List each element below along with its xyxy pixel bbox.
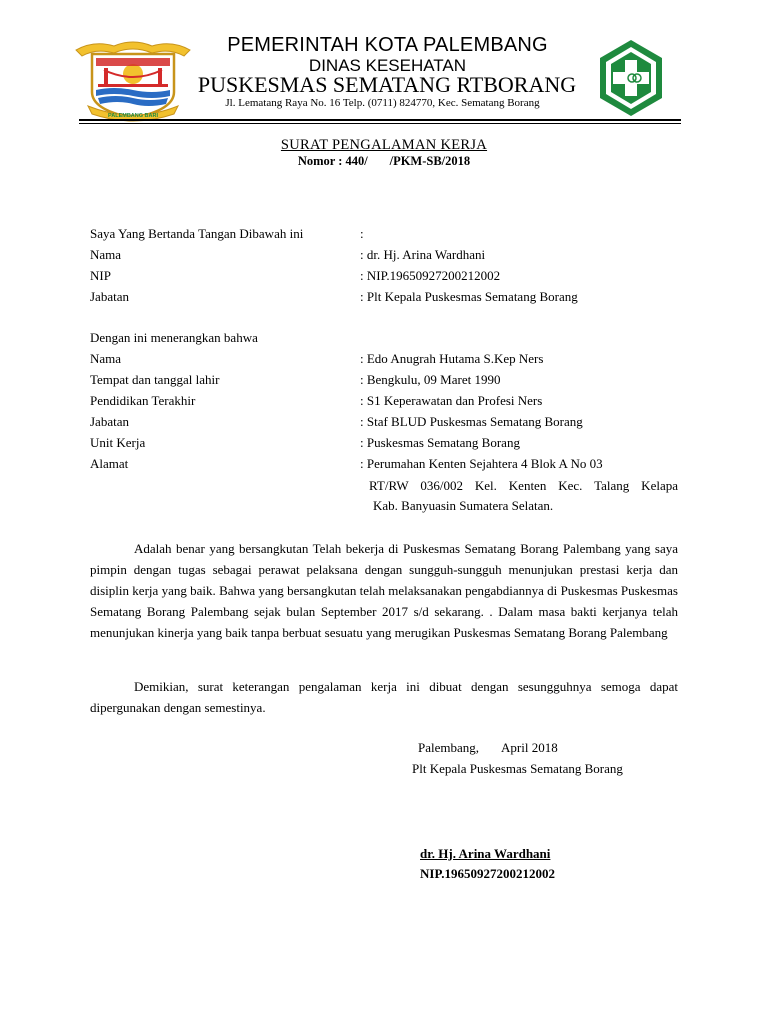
body-paragraph-2: Demikian, surat keterangan pengalaman kerja ini dibuat dengan sesungguhnya semoga dapat dipergunakan dengan semestinya.: [90, 679, 678, 715]
subject-name-label: Nama: [90, 351, 122, 366]
signer-nip-label: NIP: [90, 268, 111, 283]
emblem-banner-text: PALEMBANG BARI: [107, 113, 159, 119]
header-divider-thick: [79, 119, 681, 121]
header-divider-thin: [79, 123, 681, 124]
header-government: PEMERINTAH KOTA PALEMBANG: [227, 34, 548, 56]
signer-intro-colon: :: [360, 226, 364, 241]
subject-address-value: : Perumahan Kenten Sejahtera 4 Blok A No 03: [360, 456, 603, 471]
subject-unit-label: Unit Kerja: [90, 435, 146, 450]
subject-position-value: : Staf BLUD Puskesmas Sematang Borang: [360, 414, 583, 429]
subject-education-label: Pendidikan Terakhir: [90, 393, 196, 408]
subject-address-line3: Kab. Banyuasin Sumatera Selatan.: [373, 498, 554, 513]
subject-address-label: Alamat: [90, 456, 129, 471]
closing-position: Plt Kepala Puskesmas Sematang Borang: [412, 761, 623, 776]
signer-nip-value: : NIP.19650927200212002: [360, 268, 501, 283]
subject-birth-value: : Bengkulu, 09 Maret 1990: [360, 372, 501, 387]
body-paragraph-1: Adalah benar yang bersangkutan Telah bekerja di Puskesmas Sematang Borang Palembang yang saya pimpin dengan tugas sebagai perawat pelaksana dengan sungguh-sungguh menunjukan prestasi kerja dan disiplin kerja yang baik. Bahwa yang bersangkutan telah melaksanakan pengabdiannya di Puskesmas Puskesmas Sematang Borang Palembang sejak bulan September 2017 s/d sekarang. . Dalam masa bakti kerjanya telah menunjukan kinerja yang baik tanpa berbuat sesuatu yang merugikan Puskesmas Sematang Borang Palembang: [90, 541, 678, 640]
signer-name-label: Nama: [90, 247, 122, 262]
signer-intro-label: Saya Yang Bertanda Tangan Dibawah ini: [90, 226, 304, 241]
city-emblem-logo: [74, 36, 192, 122]
subject-birth-label: Tempat dan tanggal lahir: [90, 372, 220, 387]
signer-position-label: Jabatan: [90, 289, 129, 304]
subject-position-label: Jabatan: [90, 414, 129, 429]
signer-name-value: : dr. Hj. Arina Wardhani: [360, 247, 486, 262]
closing-signer-nip: NIP.19650927200212002: [420, 866, 555, 881]
signer-position-value: : Plt Kepala Puskesmas Sematang Borang: [360, 289, 578, 304]
document-number: Nomor : 440/ /PKM-SB/2018: [297, 154, 471, 168]
subject-unit-value: : Puskesmas Sematang Borang: [360, 435, 520, 450]
document-title: SURAT PENGALAMAN KERJA: [280, 137, 488, 153]
puskesmas-cross-logo: [584, 38, 678, 118]
subject-name-value: : Edo Anugrah Hutama S.Kep Ners: [360, 351, 544, 366]
header-department: DINAS KESEHATAN: [308, 56, 467, 75]
header-institution: PUSKESMAS SEMATANG RTBORANG: [197, 72, 577, 97]
header-address: Jl. Lematang Raya No. 16 Telp. (0711) 824770, Kec. Sematang Borang: [225, 97, 540, 109]
closing-place-date: Palembang, April 2018: [418, 740, 558, 755]
subject-intro-label: Dengan ini menerangkan bahwa: [90, 330, 258, 345]
closing-signer-name: dr. Hj. Arina Wardhani: [420, 846, 551, 861]
subject-address-line2: RT/RW 036/002 Kel. Kenten Kec. Talang Kelapa: [369, 478, 678, 493]
subject-education-value: : S1 Keperawatan dan Profesi Ners: [360, 393, 543, 408]
